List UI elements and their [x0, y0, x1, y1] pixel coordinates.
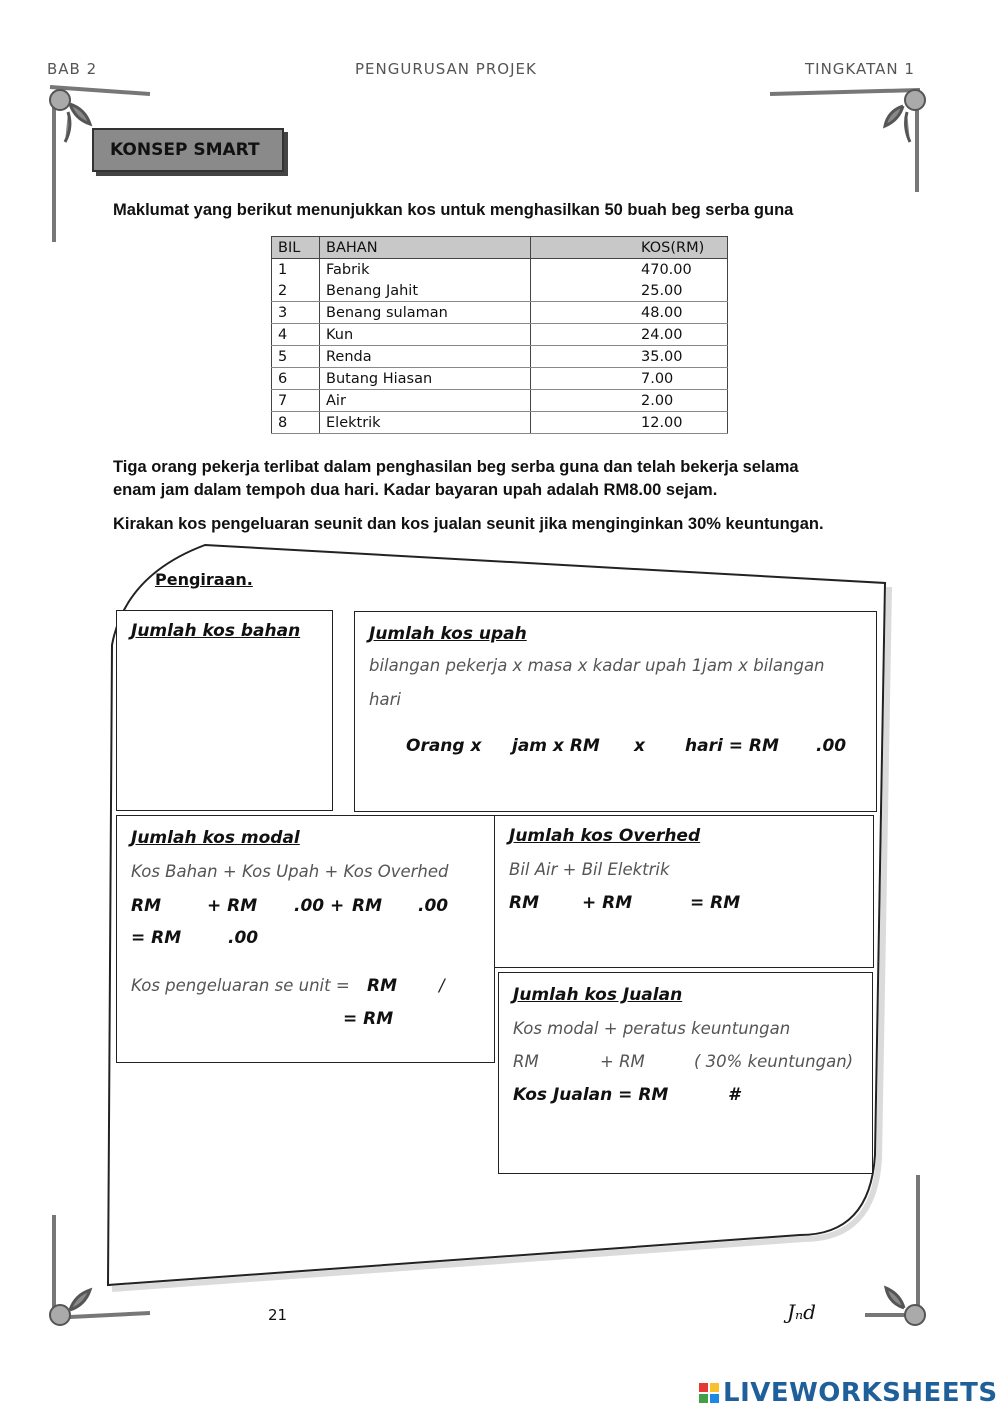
table-cell: 5 [272, 346, 320, 368]
formula-line: Kos modal + peratus keuntungan [513, 1019, 791, 1038]
table-cell: Air [320, 390, 531, 412]
box-kos-jualan[interactable] [498, 972, 873, 1174]
table-row [272, 390, 728, 412]
table-cell: 35.00 [531, 346, 728, 368]
logo-square [699, 1394, 708, 1403]
problem-text-line2: enam jam dalam tempoh dua hari. Kadar bayaran upah adalah RM8.00 sejam. [113, 481, 718, 499]
calc-text: ( 30% keuntungan) [694, 1052, 854, 1071]
calc-text: + RM [207, 896, 258, 916]
table-cell: 25.00 [531, 280, 728, 302]
formula-line: Kos Bahan + Kos Upah + Kos Overhed [131, 862, 449, 881]
section-badge: KONSEP SMART [92, 128, 284, 172]
calc-text: # [728, 1085, 740, 1105]
table-cell: Elektrik [320, 412, 531, 434]
calc-text: / [439, 976, 445, 995]
calculation-title: Pengiraan. [155, 570, 253, 589]
table-cell: 7 [272, 390, 320, 412]
calc-text: jam x RM [512, 736, 600, 756]
table-cell: Butang Hiasan [320, 368, 531, 390]
table-row [272, 259, 728, 281]
box-title: Jumlah kos modal [131, 828, 300, 848]
ornament-corner-icon [765, 82, 935, 197]
table-cell: 7.00 [531, 368, 728, 390]
header-form: TINGKATAN 1 [805, 60, 915, 78]
calc-text: Orang x [406, 736, 482, 756]
box-title: Jumlah kos upah [369, 624, 527, 644]
calc-text: Kos Jualan = RM [513, 1085, 669, 1105]
formula-line: Bil Air + Bil Elektrik [509, 860, 670, 879]
table-cell: 470.00 [531, 259, 728, 281]
table-row [272, 324, 728, 346]
table-row [272, 346, 728, 368]
formula-line: hari [369, 690, 401, 709]
column-header: BAHAN [320, 237, 531, 259]
table-cell: 24.00 [531, 324, 728, 346]
table-row [272, 368, 728, 390]
header-title: PENGURUSAN PROJEK [355, 60, 537, 78]
calc-text: .00 [418, 896, 449, 916]
signature: Jₙd [787, 1300, 816, 1324]
calc-text: RM [509, 893, 540, 913]
table-header-row [272, 237, 728, 259]
formula-line: bilangan pekerja x masa x kadar upah 1jam x bilangan [369, 656, 825, 675]
table-cell: Benang sulaman [320, 302, 531, 324]
table-cell: 12.00 [531, 412, 728, 434]
logo-square [710, 1383, 719, 1392]
unit-label: Kos pengeluaran se unit = [131, 976, 350, 995]
calc-text: + RM [600, 1052, 645, 1071]
calc-text: + RM [582, 893, 633, 913]
table-cell: 1 [272, 259, 320, 281]
logo-text: LIVEWORKSHEETS [723, 1378, 998, 1408]
box-kos-overhed[interactable] [494, 815, 874, 968]
column-header: KOS(RM) [531, 237, 728, 259]
calc-text: x [634, 736, 645, 756]
box-kos-modal[interactable] [116, 815, 495, 1063]
table-cell: 3 [272, 302, 320, 324]
calc-text: = RM [690, 893, 741, 913]
question-text: Kirakan kos pengeluaran seunit dan kos jualan seunit jika menginginkan 30% keuntungan. [113, 515, 824, 533]
materials-table [271, 236, 728, 434]
table-cell: 2 [272, 280, 320, 302]
table-cell: Fabrik [320, 259, 531, 281]
logo-icon [699, 1383, 719, 1403]
table-cell: 4 [272, 324, 320, 346]
calc-text: .00 + [294, 896, 345, 916]
table-cell: Renda [320, 346, 531, 368]
calc-text: RM [513, 1052, 539, 1071]
logo-square [710, 1394, 719, 1403]
calc-text: RM [367, 976, 398, 996]
box-title: Jumlah kos Overhed [509, 826, 701, 846]
table-cell: 8 [272, 412, 320, 434]
table-row [272, 412, 728, 434]
box-kos-upah[interactable] [354, 611, 877, 812]
table-cell: Kun [320, 324, 531, 346]
calc-text: = RM [131, 928, 182, 948]
table-cell: 48.00 [531, 302, 728, 324]
calc-text: hari = RM [685, 736, 779, 756]
table-row [272, 280, 728, 302]
column-header: BIL [272, 237, 320, 259]
calc-text: RM [131, 896, 162, 916]
intro-text: Maklumat yang berikut menunjukkan kos untuk menghasilkan 50 buah beg serba guna [113, 201, 794, 219]
header-chapter: BAB 2 [47, 60, 98, 78]
box-title: Jumlah kos bahan [131, 621, 301, 641]
table-cell: 2.00 [531, 390, 728, 412]
calc-text: = RM [343, 1009, 394, 1029]
table-cell: 6 [272, 368, 320, 390]
liveworksheets-logo[interactable] [699, 1378, 998, 1408]
table-row [272, 302, 728, 324]
logo-square [699, 1383, 708, 1392]
calc-text: .00 [816, 736, 847, 756]
box-title: Jumlah kos Jualan [513, 985, 683, 1005]
page-number: 21 [268, 1306, 288, 1324]
table-cell: Benang Jahit [320, 280, 531, 302]
box-kos-bahan[interactable] [116, 610, 333, 811]
calc-text: RM [352, 896, 383, 916]
calc-text: .00 [228, 928, 259, 948]
problem-text-line1: Tiga orang pekerja terlibat dalam penghasilan beg serba guna dan telah bekerja selama [113, 458, 799, 476]
